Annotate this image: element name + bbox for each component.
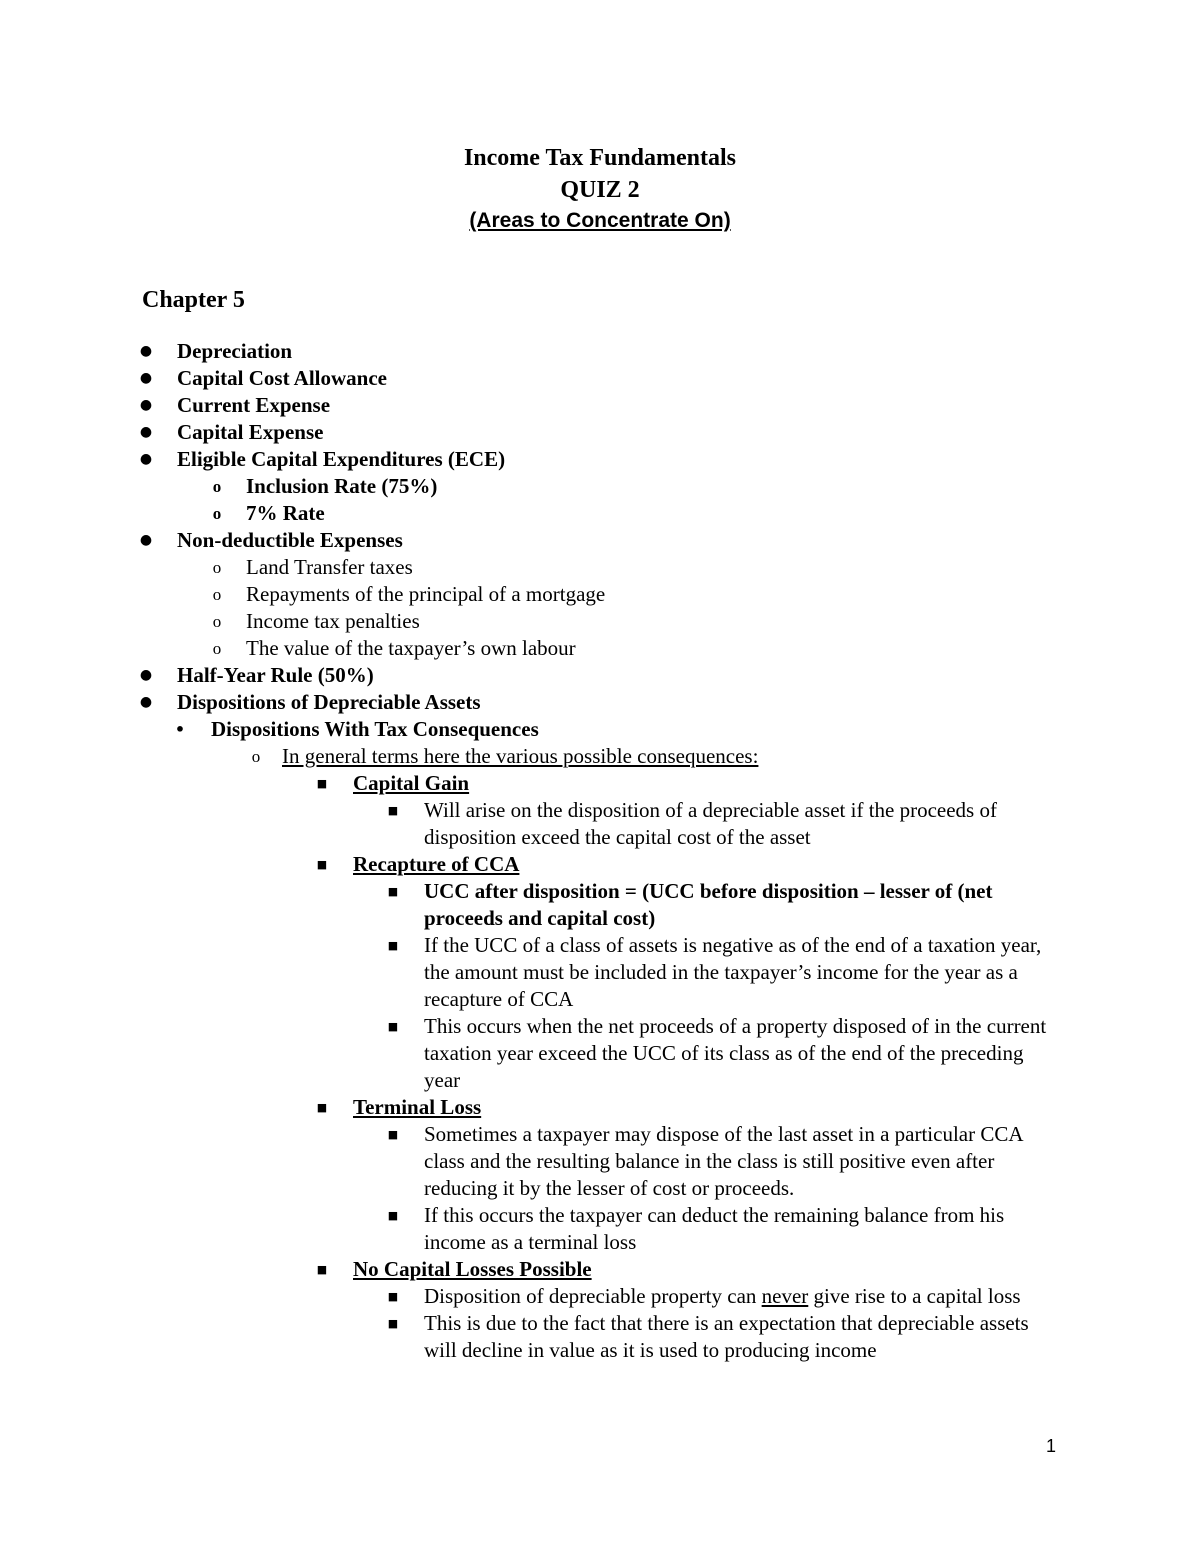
small-square-bullet-icon: ■ <box>387 1128 399 1141</box>
list-item <box>0 392 1200 419</box>
list-item-text: If this occurs the taxpayer can deduct the remaining balance from his income as a terminal loss <box>424 1203 1005 1254</box>
list-item <box>0 932 1200 1013</box>
list-item-text: This is due to the fact that there is an expectation that depreciable assets will decline in value as it is used to producing income <box>424 1311 1029 1362</box>
list-item-text: 7% Rate <box>246 501 325 525</box>
hollow-o-bullet-icon: o <box>212 477 222 496</box>
small-square-bullet-icon: ■ <box>387 1290 399 1303</box>
list-item <box>0 419 1200 446</box>
filled-circle-bullet-icon: ● <box>139 397 153 413</box>
list-item-text: Eligible Capital Expenditures (ECE) <box>177 447 506 471</box>
list-item-text: Sometimes a taxpayer may dispose of the last asset in a particular CCA class and the resulting balance in the class is still positive even after reducing it by the lesser of cost or proceeds. <box>424 1122 1023 1200</box>
list-item <box>0 878 1200 932</box>
list-item-text: Repayments of the principal of a mortgage <box>246 582 606 606</box>
list-item-text: Capital Cost Allowance <box>177 366 387 390</box>
list-item-text: The value of the taxpayer’s own labour <box>246 636 576 660</box>
small-square-bullet-icon: ■ <box>316 858 328 871</box>
list-item-text: Depreciation <box>177 339 293 363</box>
filled-circle-bullet-icon: ● <box>139 532 153 548</box>
filled-circle-bullet-icon: ● <box>139 667 153 683</box>
page-number: 1 <box>1046 1436 1057 1456</box>
list-item-text <box>424 1283 1054 1310</box>
small-square-bullet-icon: ■ <box>316 1263 328 1276</box>
outline-list <box>0 338 1200 1364</box>
list-item <box>0 554 1200 581</box>
filled-circle-bullet-icon: ● <box>139 694 153 710</box>
small-square-bullet-icon: ■ <box>387 1209 399 1222</box>
small-square-bullet-icon: ■ <box>316 777 328 790</box>
list-item-text: Recapture of CCA <box>353 852 520 876</box>
list-item <box>0 851 1200 878</box>
hollow-o-bullet-icon: o <box>212 504 222 523</box>
list-item-text: If the UCC of a class of assets is negative as of the end of a taxation year, the amount must be included in the taxpayer’s income for the year as a recapture of CCA <box>424 933 1042 1011</box>
filled-circle-bullet-icon: ● <box>139 370 153 386</box>
list-item-text: Terminal Loss <box>353 1095 482 1119</box>
list-item-text: Half-Year Rule (50%) <box>177 663 374 687</box>
list-item <box>0 743 1200 770</box>
small-square-bullet-icon: ■ <box>387 885 399 898</box>
quiz-subtitle: QUIZ 2 <box>560 177 640 203</box>
list-item-text: This occurs when the net proceeds of a property disposed of in the current taxation year exceed the UCC of its class as of the end of the preceding year <box>424 1014 1047 1092</box>
filled-circle-bullet-icon: • <box>174 720 186 739</box>
list-item-text: Dispositions of Depreciable Assets <box>177 690 481 714</box>
list-item <box>0 1202 1200 1256</box>
list-item <box>0 581 1200 608</box>
focus-note: (Areas to Concentrate On) <box>469 209 731 232</box>
chapter-heading: Chapter 5 <box>142 287 245 313</box>
small-square-bullet-icon: ■ <box>387 804 399 817</box>
hollow-o-bullet-icon: o <box>212 639 222 658</box>
list-item <box>0 500 1200 527</box>
list-item <box>0 446 1200 473</box>
list-item-text: UCC after disposition = (UCC before disposition – lesser of (net proceeds and capital cost) <box>424 879 993 930</box>
list-item-text: Current Expense <box>177 393 331 417</box>
small-square-bullet-icon: ■ <box>316 1101 328 1114</box>
list-item <box>0 365 1200 392</box>
list-item <box>0 662 1200 689</box>
list-item-text-before: Disposition of depreciable property can <box>424 1284 762 1308</box>
list-item <box>0 716 1200 743</box>
title-block <box>0 142 1200 236</box>
list-item <box>0 635 1200 662</box>
list-item-text: Inclusion Rate (75%) <box>246 474 438 498</box>
list-item-text: Capital Expense <box>177 420 324 444</box>
list-item <box>0 770 1200 797</box>
hollow-o-bullet-icon: o <box>212 585 222 604</box>
list-item <box>0 1283 1200 1310</box>
filled-circle-bullet-icon: ● <box>139 451 153 467</box>
list-item-text: No Capital Losses Possible <box>353 1257 592 1281</box>
small-square-bullet-icon: ■ <box>387 939 399 952</box>
list-item <box>0 1094 1200 1121</box>
list-item-text: Dispositions With Tax Consequences <box>211 717 539 741</box>
list-item-text: Income tax penalties <box>246 609 420 633</box>
hollow-o-bullet-icon: o <box>251 747 261 766</box>
list-item-text: Will arise on the disposition of a depreciable asset if the proceeds of disposition exceed the capital cost of the asset <box>424 798 997 849</box>
list-item <box>0 1256 1200 1283</box>
filled-circle-bullet-icon: ● <box>139 424 153 440</box>
hollow-o-bullet-icon: o <box>212 612 222 631</box>
list-item-text-after: give rise to a capital loss <box>808 1284 1021 1308</box>
list-item <box>0 608 1200 635</box>
hollow-o-bullet-icon: o <box>212 558 222 577</box>
list-item-text: Capital Gain <box>353 771 470 795</box>
list-item-text: In general terms here the various possible consequences: <box>282 744 759 768</box>
list-item-text: Non-deductible Expenses <box>177 528 403 552</box>
list-item <box>0 527 1200 554</box>
small-square-bullet-icon: ■ <box>387 1317 399 1330</box>
list-item <box>0 689 1200 716</box>
list-item <box>0 338 1200 365</box>
list-item <box>0 1121 1200 1202</box>
document-title: Income Tax Fundamentals <box>463 145 737 171</box>
list-item <box>0 1013 1200 1094</box>
list-item <box>0 797 1200 851</box>
list-item-text: Land Transfer taxes <box>246 555 413 579</box>
filled-circle-bullet-icon: ● <box>139 343 153 359</box>
list-item <box>0 1310 1200 1364</box>
list-item <box>0 473 1200 500</box>
emphasis-never: never <box>761 1284 809 1308</box>
small-square-bullet-icon: ■ <box>387 1020 399 1033</box>
